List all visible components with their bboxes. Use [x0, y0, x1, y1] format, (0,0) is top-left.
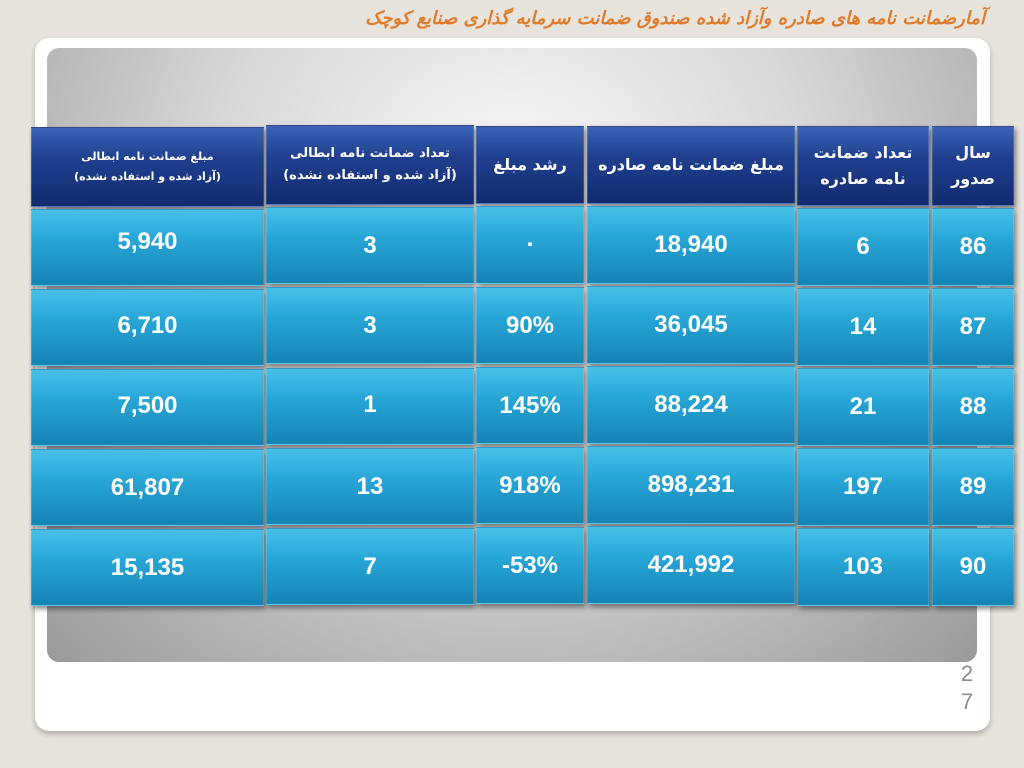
header-growth-line1: رشد مبلغ — [493, 155, 567, 174]
header-cancelled-count-line1: تعداد ضمانت نامه ابطالی — [290, 146, 450, 161]
cell-cancelled-count: 3 — [266, 207, 474, 284]
cell-year: 90 — [932, 528, 1014, 606]
header-cancelled-amount-line1: مبلغ ضمانت نامه ابطالی — [81, 150, 214, 163]
cell-issued-count: 197 — [797, 448, 929, 526]
cell-cancelled-amount: 7,500 — [31, 369, 264, 446]
header-cancelled-amount-line2: (آزاد شده و استفاده نشده) — [74, 170, 221, 183]
header-issued-count — [797, 126, 929, 206]
header-year-line1: سال — [955, 143, 991, 162]
cell-cancelled-count: 3 — [266, 287, 474, 364]
cell-cancelled-count: 7 — [266, 528, 474, 605]
cell-growth: 90% — [476, 287, 584, 364]
cell-issued-amount: 88,224 — [587, 366, 795, 444]
cell-cancelled-amount: 5,940 — [31, 209, 264, 286]
cell-issued-count: 21 — [797, 368, 929, 446]
slide-title: آمارضمانت نامه های صادره وآزاد شده صندوق ضمانت سرمایه گذاری صنایع کوچک — [365, 8, 985, 29]
cell-cancelled-amount: 15,135 — [31, 529, 264, 606]
cell-growth: . — [476, 206, 584, 284]
cell-growth: 918% — [476, 447, 584, 524]
header-cancelled-count-line2: (آزاد شده و استفاده نشده) — [283, 168, 457, 183]
cell-issued-amount: 36,045 — [587, 286, 795, 364]
header-cancelled-count — [266, 125, 474, 205]
header-issued-count-line2: نامه صادره — [820, 169, 906, 188]
cell-cancelled-amount: 61,807 — [31, 449, 264, 526]
header-issued-amount-line1: مبلغ ضمانت نامه صادره — [598, 155, 784, 174]
cell-year: 87 — [932, 288, 1014, 366]
cell-year: 89 — [932, 448, 1014, 526]
cell-year: 86 — [932, 208, 1014, 286]
cell-year: 88 — [932, 368, 1014, 446]
cell-cancelled-count: 1 — [266, 368, 474, 445]
cell-issued-amount: 18,940 — [587, 206, 795, 284]
header-year-line2: صدور — [951, 169, 995, 188]
cell-issued-count: 6 — [797, 208, 929, 286]
slide-number-digit-2: 7 — [960, 689, 974, 714]
cell-issued-amount: 898,231 — [587, 446, 795, 524]
header-issued-count-line1: تعداد ضمانت — [813, 143, 913, 162]
header-year — [932, 126, 1014, 206]
cell-issued-count: 103 — [797, 528, 929, 606]
cell-issued-count: 14 — [797, 288, 929, 366]
header-cancelled-amount — [31, 127, 264, 207]
cell-growth: 145% — [476, 367, 584, 444]
cell-cancelled-amount: 6,710 — [31, 289, 264, 366]
cell-cancelled-count: 13 — [266, 448, 474, 525]
cell-growth: -53% — [476, 527, 584, 604]
header-growth — [476, 126, 584, 204]
header-issued-amount — [587, 126, 795, 204]
slide-number-digit-1: 2 — [960, 661, 974, 686]
slide-number — [955, 660, 979, 716]
cell-issued-amount: 421,992 — [587, 526, 795, 604]
